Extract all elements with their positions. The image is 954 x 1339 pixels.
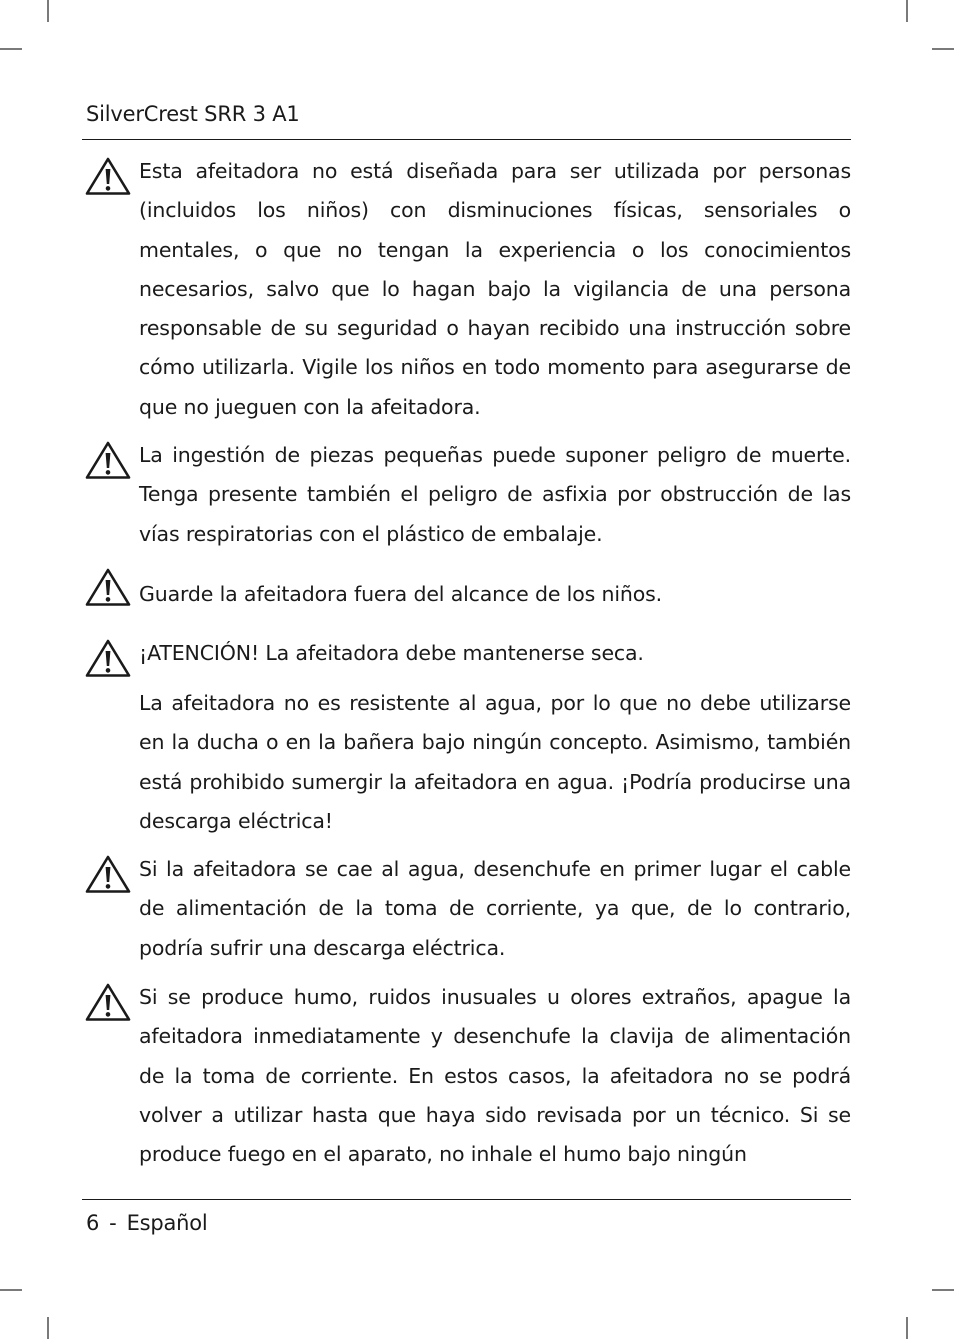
crop-mark-right-top [932, 48, 954, 50]
crop-mark-top-right [906, 0, 908, 22]
header-rule [82, 139, 851, 140]
warning-triangle-icon [84, 854, 132, 894]
warning-text-5: Si la afeitadora se cae al agua, desenchufe en primer lugar el cable de alimentación de la toma de corriente, ya que, de lo contrario, podría sufrir una descarga eléctrica. [139, 857, 851, 960]
page-footer [86, 1208, 208, 1238]
crop-mark-left-bottom [0, 1289, 22, 1291]
warning-text-1: Esta afeitadora no está diseñada para ser utilizada por personas (incluidos los niños) con disminuciones físicas, sensoriales o mentales, o que no tengan la experiencia o los conocimientos necesarios, salvo que lo hagan bajo la vigilancia de una persona responsable de su seguridad o hayan recibido una instrucción sobre cómo utilizarla. Vigile los niños en todo momento para asegurarse de que no jueguen con la afeitadora. [139, 159, 851, 419]
warning-text-4-detail: La afeitadora no es resistente al agua, por lo que no debe utilizarse en la ducha o en la bañera bajo ningún concepto. Asimismo, también está prohibido sumergir la afeitadora en agua. ¡Podría producirse una descarga eléctrica! [139, 691, 851, 833]
crop-mark-bottom-left [47, 1317, 49, 1339]
crop-mark-left-top [0, 48, 22, 50]
crop-mark-top-left [47, 0, 49, 22]
warning-triangle-icon [84, 440, 132, 480]
footer-language: Español [126, 1211, 208, 1235]
footer-separator: - [109, 1211, 117, 1235]
warning-text-2: La ingestión de piezas pequeñas puede suponer peligro de muerte. Tenga presente también el peligro de asfixia por obstrucción de las vías respiratorias con el plástico de embalaje. [139, 443, 851, 546]
warning-triangle-icon [84, 567, 132, 607]
warning-text-4: ¡ATENCIÓN! La afeitadora debe mantenerse seca. [139, 641, 644, 665]
warning-triangle-icon [84, 638, 132, 678]
document-title: SilverCrest SRR 3 A1 [86, 102, 300, 126]
crop-mark-bottom-right [906, 1317, 908, 1339]
crop-mark-right-bottom [932, 1289, 954, 1291]
warning-text-6: Si se produce humo, ruidos inusuales u olores extraños, apague la afeitadora inmediatamente y desenchufe la clavija de alimentación de la toma de corriente. En estos casos, la afeitadora no se podrá volver a utilizar hasta que haya sido revisada por un técnico. Si se produce fuego en el aparato, no inhale el humo bajo ningún [139, 985, 851, 1167]
warning-triangle-icon [84, 156, 132, 196]
warning-text-3: Guarde la afeitadora fuera del alcance de los niños. [139, 582, 663, 606]
footer-rule [82, 1199, 851, 1200]
warning-triangle-icon [84, 982, 132, 1022]
page-number: 6 [86, 1211, 100, 1235]
